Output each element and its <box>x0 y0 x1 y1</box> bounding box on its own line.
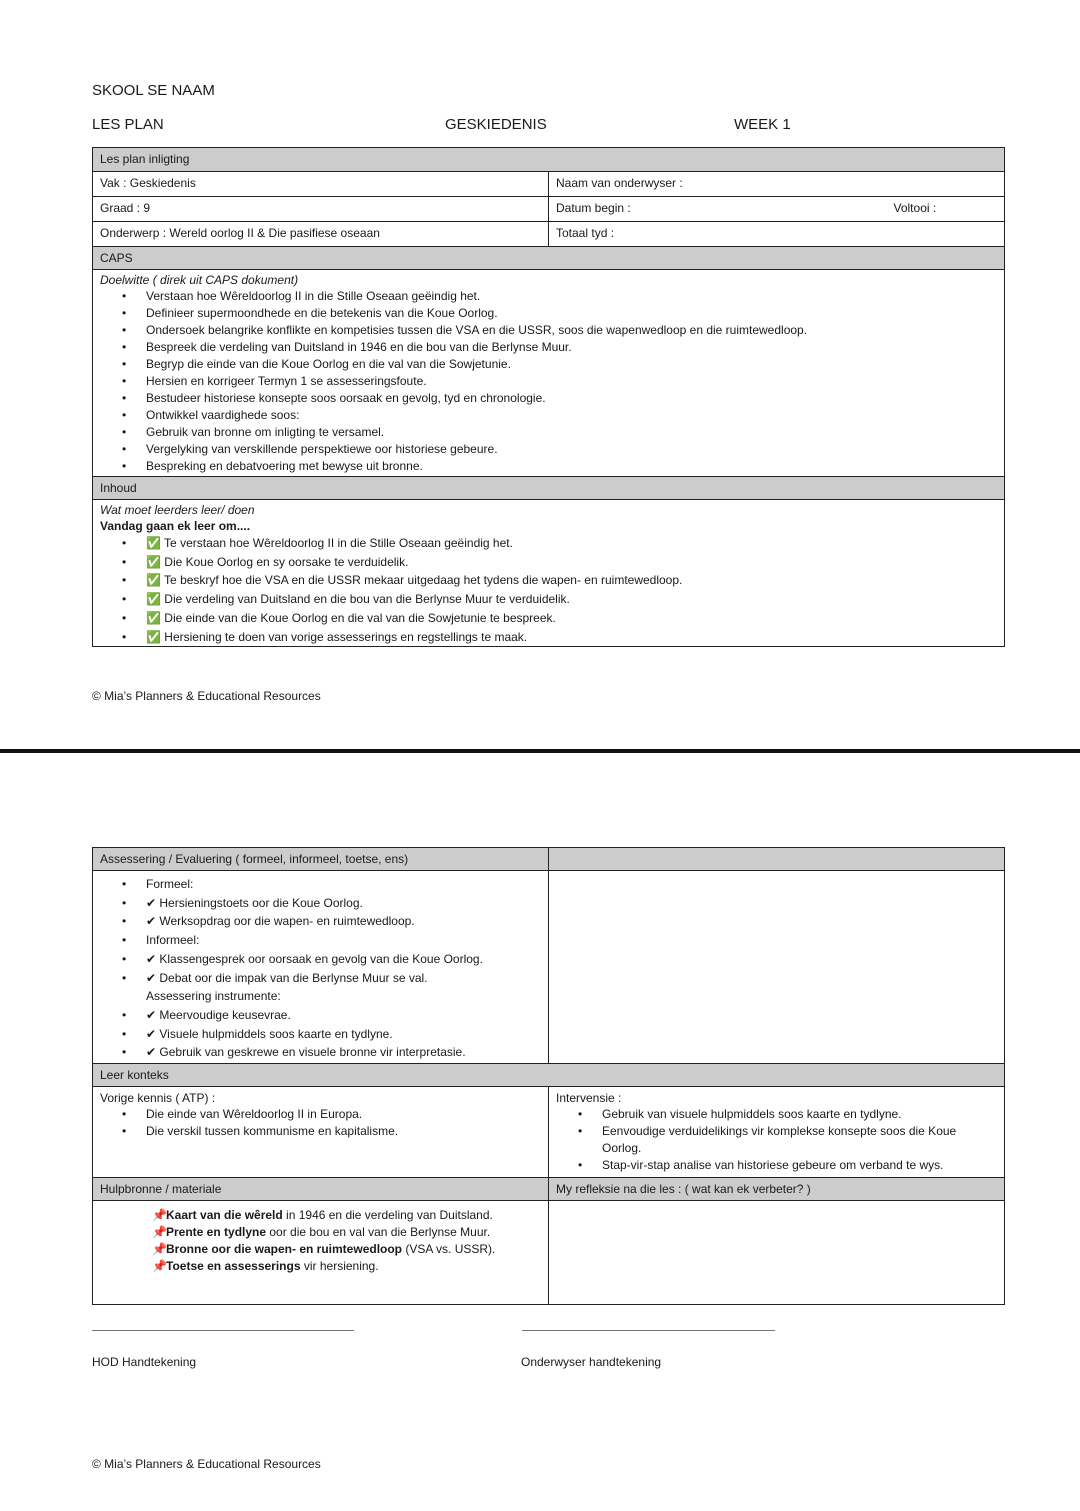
caps-objective-item: • Bestudeer historiese konsepte soos oorsaak en gevolg, tyd en chronologie. <box>146 390 997 407</box>
caps-objective-item: • Begryp die einde van die Koue Oorlog en die val van die Sowjetunie. <box>146 356 997 373</box>
pin-icon: 📌 <box>152 1208 167 1223</box>
assessering-list <box>100 875 541 987</box>
hulpbronne-item-bold: Prente en tydlyne <box>166 1225 267 1240</box>
instrumente-item: • ✔ Visuele hulpmiddels soos kaarte en tydlyne. <box>146 1025 541 1044</box>
caps-objective-item: • Bespreking en debatvoering met bewyse uit bronne. <box>146 458 997 475</box>
caps-objective-item: • Verstaan hoe Wêreldoorlog II in die Stille Oseaan geëindig het. <box>146 288 997 305</box>
hulpbronne-item <box>152 1241 541 1258</box>
assessering-item: • Informeel: <box>146 931 541 950</box>
inhoud-item: • ✅ Die verdeling van Duitsland en die bou van die Berlynse Muur te verduidelik. <box>146 590 997 609</box>
info-section-title: Les plan inligting <box>93 148 1005 172</box>
pin-icon: 📌 <box>152 1242 167 1257</box>
inhoud-list <box>100 534 997 646</box>
subject-label: GESKIEDENIS <box>445 116 547 133</box>
instrumente-item: • ✔ Meervoudige keusevrae. <box>146 1006 541 1025</box>
teacher-signature-label: Onderwyser handtekening <box>521 1355 662 1369</box>
graad-field: Graad : 9 <box>93 197 549 222</box>
intervensie-item: • Gebruik van visuele hulpmiddels soos kaarte en tydlyne. <box>602 1106 997 1123</box>
inhoud-item: • ✅ Te verstaan hoe Wêreldoorlog II in die Stille Oseaan geëindig het. <box>146 534 997 553</box>
hulpbronne-item <box>152 1258 541 1275</box>
instrumente-list <box>100 1006 541 1062</box>
inhoud-item: • ✅ Hersiening te doen van vorige assesserings en regstellings te maak. <box>146 628 997 647</box>
intervensie-item: • Stap-vir-stap analise van historiese gebeure om verband te wys. <box>602 1157 997 1174</box>
atp-item: • Die verskil tussen kommunisme en kapitalisme. <box>146 1123 541 1140</box>
teacher-name-field: Naam van onderwyser : <box>549 172 1005 197</box>
atp-list <box>100 1106 541 1140</box>
instrumente-label: Assessering instrumente: <box>146 989 281 1004</box>
hulpbronne-item-bold: Kaart van die wêreld <box>166 1208 283 1223</box>
inhoud-item: • ✅ Die einde van die Koue Oorlog en die val van die Sowjetunie te bespreek. <box>146 609 997 628</box>
assessering-title-blank <box>549 848 1005 871</box>
caps-objective-item: • Ondersoek belangrike konflikte en kompetisies tussen die VSA en die USSR, soos die wapenwedloop en die ruimtewedloop. <box>146 322 997 339</box>
hulpbronne-item-rest: in 1946 en die verdeling van Duitsland. <box>282 1208 493 1223</box>
leer-konteks-title: Leer konteks <box>93 1064 1005 1087</box>
intervensie-content <box>549 1087 1005 1178</box>
caps-objective-item: • Definieer supermoondhede en die betekenis van die Koue Oorlog. <box>146 305 997 322</box>
caps-objective-item: • Vergelyking van verskillende perspektiewe oor historiese gebeure. <box>146 441 997 458</box>
caps-objective-item: • Gebruik van bronne om inligting te versamel. <box>146 424 997 441</box>
hod-signature-line <box>92 1330 354 1331</box>
hulpbronne-content <box>93 1201 549 1305</box>
assessering-title: Assessering / Evaluering ( formeel, informeel, toetse, ens) <box>93 848 549 871</box>
caps-objective-item: • Ontwikkel vaardighede soos: <box>146 407 997 424</box>
inhoud-lead: Vandag gaan ek leer om.... <box>100 519 251 533</box>
assessering-right-blank <box>549 871 1005 1064</box>
assessering-item: • ✔ Debat oor die impak van die Berlynse Muur se val. <box>146 969 541 988</box>
voltooi-label: Voltooi : <box>893 201 937 215</box>
caps-objectives <box>93 270 1005 477</box>
inhoud-item: • ✅ Te beskryf hoe die VSA en die USSR mekaar uitgedaag het tydens die wapen- en ruimtewedloop. <box>146 571 997 590</box>
pin-icon: 📌 <box>152 1225 167 1240</box>
teacher-signature-line <box>522 1330 775 1331</box>
assessering-item: • ✔ Hersieningstoets oor die Koue Oorlog. <box>146 894 541 913</box>
inhoud-item: • ✅ Die Koue Oorlog en sy oorsake te verduidelik. <box>146 553 997 572</box>
plan-label: LES PLAN <box>92 116 164 133</box>
hulpbronne-list <box>100 1207 541 1275</box>
assessering-content <box>93 871 549 1064</box>
inhoud-content <box>93 500 1005 647</box>
hulpbronne-item <box>152 1207 541 1224</box>
inhoud-subtitle: Wat moet leerders leer/ doen <box>100 503 255 517</box>
hulpbronne-item-rest: oor die bou en val van die Berlynse Muur. <box>266 1225 491 1240</box>
total-time-field: Totaal tyd : <box>549 222 1005 247</box>
week-label: WEEK 1 <box>734 116 791 133</box>
hulpbronne-item-rest: vir hersiening. <box>300 1259 379 1274</box>
assessering-item: • ✔ Werksopdrag oor die wapen- en ruimtewedloop. <box>146 912 541 931</box>
caps-section-title: CAPS <box>93 247 1005 270</box>
caps-subtitle: Doelwitte ( direk uit CAPS dokument) <box>100 273 299 287</box>
date-field <box>549 197 1005 222</box>
hulpbronne-item-rest: (VSA vs. USSR). <box>402 1242 496 1257</box>
inhoud-section-title: Inhoud <box>93 477 1005 500</box>
reflection-blank <box>549 1201 1005 1305</box>
intervensie-list <box>556 1106 997 1174</box>
datum-begin-label: Datum begin : <box>556 201 631 215</box>
page-separator <box>0 749 1080 753</box>
caps-objective-list <box>100 288 997 475</box>
copyright-page1: © Mia’s Planners & Educational Resources <box>92 689 321 703</box>
atp-item: • Die einde van Wêreldoorlog II in Europa. <box>146 1106 541 1123</box>
instrumente-item: • ✔ Gebruik van geskrewe en visuele bronne vir interpretasie. <box>146 1043 541 1062</box>
hod-signature-label: HOD Handtekening <box>92 1355 197 1369</box>
lesson-info-table <box>92 147 1005 647</box>
assessment-table <box>92 847 1005 1305</box>
school-name: SKOOL SE NAAM <box>92 82 215 99</box>
assessering-item: • ✔ Klassengesprek oor oorsaak en gevolg van die Koue Oorlog. <box>146 950 541 969</box>
assessering-item: • Formeel: <box>146 875 541 894</box>
caps-objective-item: • Hersien en korrigeer Termyn 1 se assesseringsfoute. <box>146 373 997 390</box>
atp-content <box>93 1087 549 1178</box>
copyright-page2: © Mia’s Planners & Educational Resources <box>92 1457 321 1471</box>
onderwerp-field: Onderwerp : Wereld oorlog II & Die pasifiese oseaan <box>93 222 549 247</box>
intervensie-label: Intervensie : <box>556 1091 622 1106</box>
reflection-title: My refleksie na die les : ( wat kan ek verbeter? ) <box>549 1178 1005 1201</box>
hulpbronne-item <box>152 1224 541 1241</box>
hulpbronne-item-bold: Bronne oor die wapen- en ruimtewedloop <box>166 1242 403 1257</box>
hulpbronne-title: Hulpbronne / materiale <box>93 1178 549 1201</box>
pin-icon: 📌 <box>152 1259 167 1274</box>
hulpbronne-item-bold: Toetse en assesserings <box>166 1259 301 1274</box>
atp-label: Vorige kennis ( ATP) : <box>100 1091 216 1106</box>
caps-objective-item: • Bespreek die verdeling van Duitsland in 1946 en die bou van die Berlynse Muur. <box>146 339 997 356</box>
intervensie-item: • Eenvoudige verduidelikings vir komplekse konsepte soos die Koue Oorlog. <box>602 1123 997 1157</box>
vak-field: Vak : Geskiedenis <box>93 172 549 197</box>
